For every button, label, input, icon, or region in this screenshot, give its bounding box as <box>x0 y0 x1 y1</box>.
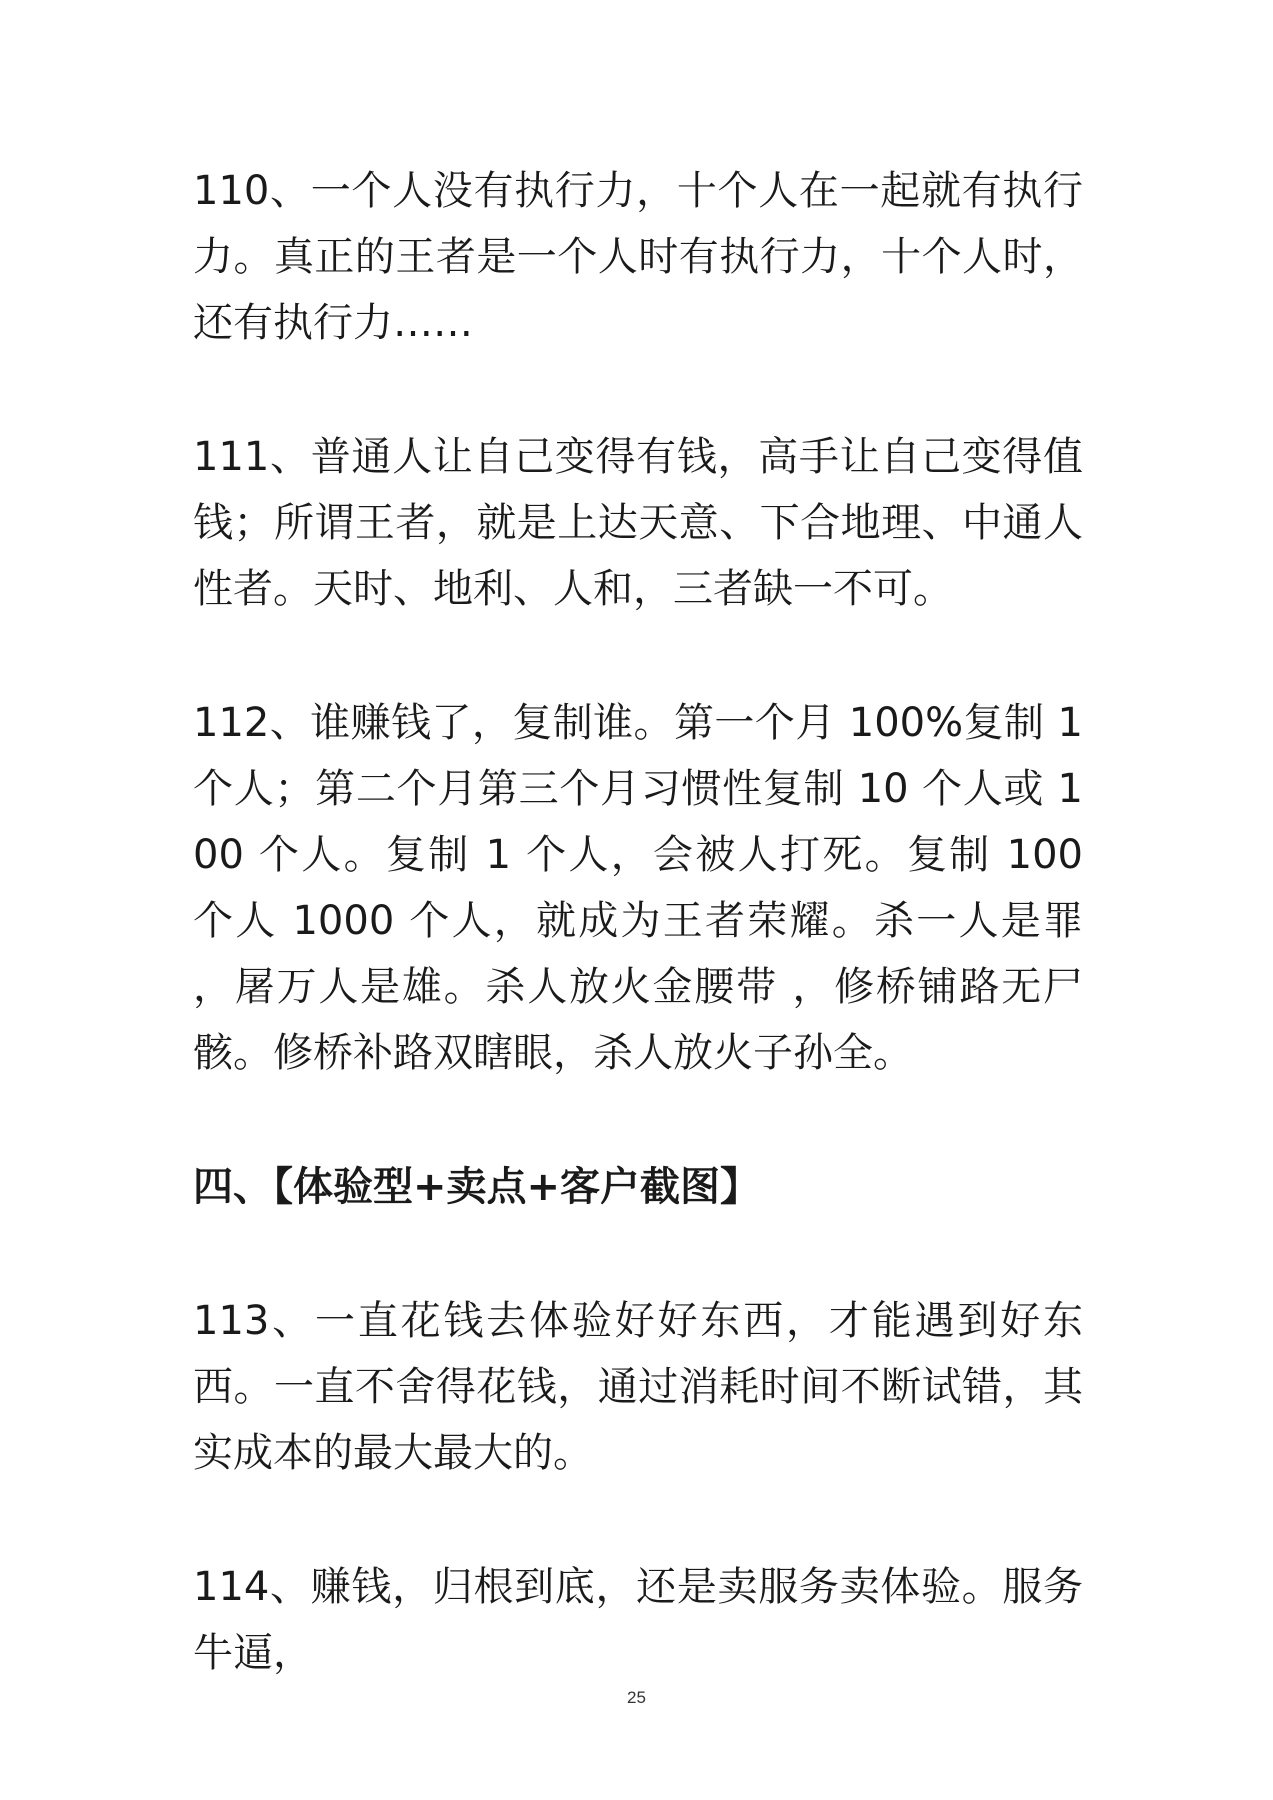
paragraph-113: 113、一直花钱去体验好好东西，才能遇到好东西。一直不舍得花钱，通过消耗时间不断试错，其实成本的最大最大的。 <box>193 1298 1083 1476</box>
paragraph-112: 112、谁赚钱了，复制谁。第一个月 100%复制 1 个人；第二个月第三个月习惯性复制 10 个人或 100 个人。复制 1 个人，会被人打死。复制 100 个人 1000 个人，就成为王者荣耀。杀一人是罪 ，屠万人是雄。杀人放火金腰带 ，修桥铺路无尸骸。修桥补路双瞎眼，杀人放火子孙全。 <box>193 700 1083 1076</box>
paragraph-110: 110、一个人没有执行力，十个人在一起就有执行力。真正的王者是一个人时有执行力，十个人时，还有执行力…… <box>193 168 1083 346</box>
page-body <box>193 158 1083 1686</box>
page-number: 25 <box>627 1688 646 1707</box>
paragraph-111: 111、普通人让自己变得有钱，高手让自己变得值钱；所谓王者，就是上达天意、下合地理、中通人性者。天时、地利、人和，三者缺一不可。 <box>193 434 1083 612</box>
paragraph-114: 114、赚钱，归根到底，还是卖服务卖体验。服务牛逼， <box>193 1564 1083 1676</box>
section-heading: 四、【体验型+卖点+客户截图】 <box>193 1164 761 1210</box>
